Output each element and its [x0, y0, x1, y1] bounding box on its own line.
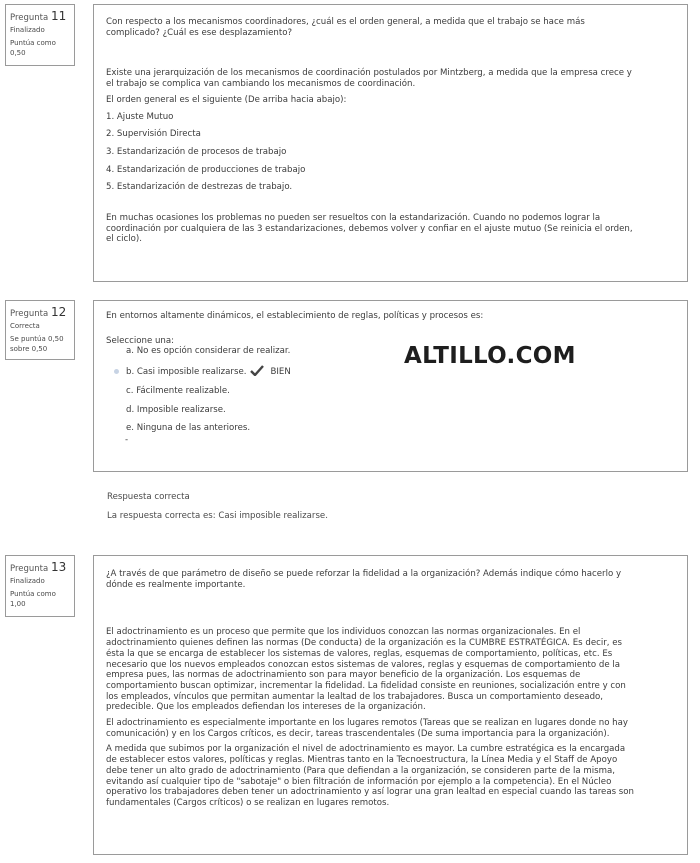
- question-label: Pregunta: [10, 13, 49, 23]
- option-e[interactable]: [106, 423, 675, 434]
- question-13-content: [93, 555, 688, 855]
- order-item: 5. Estandarización de destrezas de trabajo.: [106, 182, 293, 193]
- question-number-value: 11: [50, 9, 67, 23]
- option-a[interactable]: [106, 346, 675, 357]
- feedback-title: Respuesta correcta: [107, 492, 190, 502]
- order-item: 4. Estandarización de producciones de trabajo: [106, 164, 306, 175]
- question-status: Finalizado: [10, 577, 45, 585]
- answer-text: comportamiento buscan optimizar, incrementar la fidelidad. La fidelidad consiste en reuniones, socialización entre y con: [106, 680, 626, 691]
- dash-marker: -: [125, 434, 129, 445]
- answer-text: el ciclo).: [106, 234, 142, 245]
- option-label: b. Casi imposible realizarse.: [126, 367, 247, 378]
- question-number-value: 13: [50, 560, 67, 574]
- answer-text: comunicación) y en los Cargos críticos, es decir, tareas trascendentales (De suma importancia para la organización).: [106, 728, 610, 739]
- question-text: Con respecto a los mecanismos coordinadores, ¿cuál es el orden general, a medida que el trabajo se hace más: [106, 17, 585, 27]
- answer-text: necesario que los nuevos empleados conozcan estos sistemas de valores, reglas y esquemas de comportamiento de la: [106, 659, 620, 670]
- answer-heading: El orden general es el siguiente (De arriba hacia abajo):: [106, 94, 347, 105]
- option-label: e. Ninguna de las anteriores.: [126, 423, 251, 434]
- question-11-content: [93, 4, 688, 282]
- option-b[interactable]: [106, 365, 675, 378]
- order-item: 1. Ajuste Mutuo: [106, 111, 174, 122]
- question-text: En entornos altamente dinámicos, el establecimiento de reglas, políticas y procesos es:: [106, 311, 484, 321]
- answer-options: [106, 343, 675, 434]
- question-number: [10, 306, 70, 321]
- answer-text: de establecer estos valores, políticas y reglas. Mientras tanto en la Tecnoestructura, la Línea Media y el Staff de Apoyo: [106, 755, 618, 766]
- answer-text: operativo los trabajadores deben tener un adoctrinamiento y así lograr una gran lealtad en especial cuando las tareas son: [106, 787, 634, 798]
- question-13-info: [5, 555, 75, 617]
- feedback-text: La respuesta correcta es: Casi imposible realizarse.: [107, 511, 328, 521]
- order-item: 2. Supervisión Directa: [106, 129, 201, 140]
- option-label: a. No es opción considerar de realizar.: [126, 346, 291, 357]
- correct-badge: BIEN: [270, 367, 291, 378]
- question-number-value: 12: [50, 305, 67, 319]
- answer-text: El adoctrinamiento es un proceso que permite que los individuos conozcan las normas organizacionales. En el: [106, 627, 581, 638]
- order-item: 3. Estandarización de procesos de trabajo: [106, 146, 287, 157]
- answer-text: debe tener un alto grado de adoctrinamiento (Para que defiendan a la organización, se consideren parte de la misma,: [106, 765, 615, 776]
- answer-text: predecible. Que los empleados defiendan los intereses de la organización.: [106, 702, 426, 713]
- option-label: d. Imposible realizarse.: [126, 404, 226, 415]
- question-12-info: [5, 300, 75, 360]
- answer-text: adoctrinamiento quienes definen las normas (De conducta) de la organización es la CUMBRE ESTRATÉGICA. Es decir, es: [106, 638, 622, 649]
- question-score: Puntúa como: [10, 39, 56, 47]
- answer-text: ésta la que se encarga de establecer los sistemas de valores, reglas, esquemas de comportamiento, políticas, etc. Es: [106, 648, 613, 659]
- question-12-content: [93, 300, 688, 472]
- question-text: ¿A través de que parámetro de diseño se puede reforzar la fidelidad a la organización? Además indique cómo hacerlo y: [106, 569, 622, 579]
- select-one-label: Seleccione una:: [106, 335, 175, 346]
- question-status: Correcta: [10, 322, 40, 330]
- answer-text: coordinación por cualquiera de las 3 estandarizaciones, debemos volver y confiar en el ajuste mutuo (Se reinicia el orden,: [106, 223, 633, 234]
- selected-radio-icon[interactable]: [114, 369, 119, 374]
- answer-text: fundamentales (Cargos críticos) o se realizan en lugares remotos.: [106, 797, 390, 808]
- question-text: dónde es realmente importante.: [106, 579, 246, 590]
- question-score: Se puntúa 0,50: [10, 335, 64, 343]
- question-text: complicado? ¿Cuál es ese desplazamiento?: [106, 27, 293, 38]
- question-label: Pregunta: [10, 309, 49, 319]
- answer-text: A medida que subimos por la organización el nivel de adoctrinamiento es mayor. La cumbre estratégica es la encargada: [106, 744, 626, 755]
- question-score-value: 1,00: [10, 600, 26, 608]
- answer-text: Existe una jerarquización de los mecanismos de coordinación postulados por Mintzberg, a medida que la empresa crece y: [106, 68, 632, 79]
- question-number: [10, 10, 70, 25]
- option-label: c. Fácilmente realizable.: [126, 385, 230, 396]
- question-status: Finalizado: [10, 26, 45, 34]
- question-11-info: [5, 4, 75, 66]
- question-number: [10, 561, 70, 576]
- answer-text: los empleados, vínculos que permitan aumentar la lealtad de los trabajadores. Busca un comportamiento deseado,: [106, 691, 604, 702]
- question-label: Pregunta: [10, 564, 49, 574]
- option-d[interactable]: [106, 405, 675, 416]
- question-score-value: 0,50: [10, 49, 26, 57]
- answer-text: el trabajo se complica van cambiando los mecanismos de coordinación.: [106, 79, 416, 90]
- question-score: Puntúa como: [10, 590, 56, 598]
- checkmark-icon: [250, 365, 264, 376]
- answer-text: empresa pues, las normas de adoctrinamiento son para mayor beneficio de la organización. Los esquemas de: [106, 670, 581, 681]
- answer-text: En muchas ocasiones los problemas no pueden ser resueltos con la estandarización. Cuando no podemos lograr la: [106, 213, 601, 224]
- answer-text: evitando así cualquier tipo de "sabotaje" o bien filtración de información por ejemplo a la competencia). En el Núcleo: [106, 776, 612, 787]
- answer-text: El adoctrinamiento es especialmente importante en los lugares remotos (Tareas que se realizan en lugares donde no hay: [106, 718, 628, 729]
- option-c[interactable]: [106, 386, 675, 397]
- altillo-watermark: ALTILLO.COM: [404, 343, 576, 369]
- question-score-value: sobre 0,50: [10, 345, 48, 353]
